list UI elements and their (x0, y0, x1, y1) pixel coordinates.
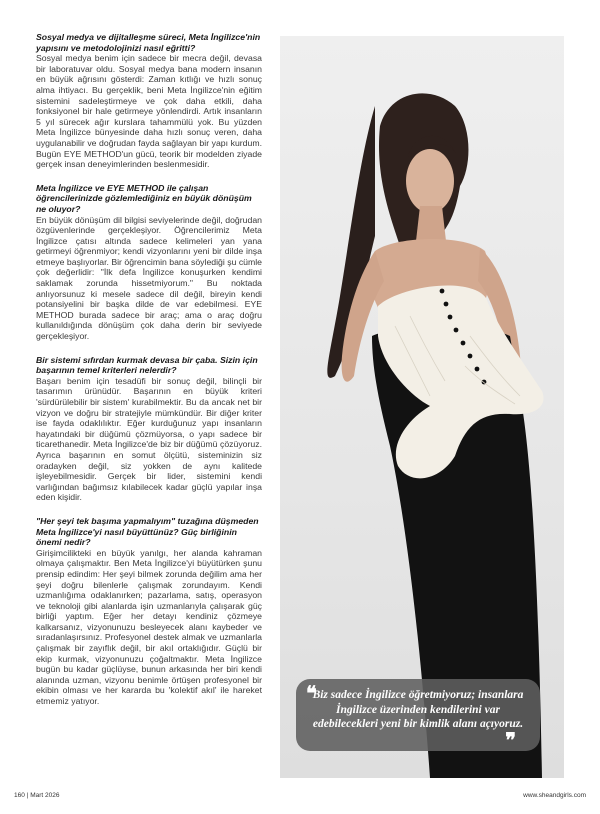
answer-paragraph: Girişimcilikteki en büyük yanılgı, her alanda kahraman olmaya çalışmaktır. Ben Meta İngilizce'yi büyütürken şunu prensip edindim: Her şeyi bilmek zorunda değilim ama her şeyi doğru bilenlerle çalışmak zorundayım. Kendi uzmanlığıma odaklanırken; pazarlama, satış, operasyon ve teknoloji gibi alanlarda işin uzmanlarıyla çalışarak güç birliği yaptım. Eğer her detayı kendiniz çözmeye kalkarsanız, vizyonunuzu besleyecek alanı kaybeder ve sıradanlaşırsınız. Profesyonel destek almak ve uzmanlarla çalışmak bir zayıflık değil, bir akıl ortaklığıdır. Güçlü bir ekip kurmak, vizyonunuzu çoğaltmaktır. Meta İngilizce bugün bu kadar güçlüyse, bunun arkasında her biri kendi alanında uzman, vizyonu benimle örtüşen profesyonel bir ekibin olması ve her kararda bu 'kolektif akıl' ile hareket etmemiz yatıyor. (36, 547, 262, 707)
face-shape (406, 149, 454, 213)
question-heading: "Her şeyi tek başıma yapmalıyım" tuzağına düşmeden Meta İngilizce'yi nasıl büyüttünüz? Güç birliğinin önemi nedir? (36, 515, 259, 548)
issue-date: Mart 2026 (30, 792, 60, 799)
qa-section-3 (36, 355, 262, 503)
footer-separator: | (26, 792, 29, 799)
page-number: 160 (14, 792, 25, 799)
close-quote-icon: ❞ (505, 730, 516, 752)
pull-quote (296, 679, 540, 751)
website-link[interactable]: www.sheandgirls.com (523, 792, 586, 799)
page-footer-left (14, 792, 59, 799)
article-column (36, 32, 262, 720)
question-heading: Bir sistemi sıfırdan kurmak devasa bir çaba. Sizin için başarının temel kriterleri nelerdir? (36, 354, 258, 376)
open-quote-icon: ❝ (306, 683, 317, 705)
qa-section-4 (36, 516, 262, 707)
question-heading: Sosyal medya ve dijitalleşme süreci, Meta İngilizce'nin yapısını ve metodolojinizi nasıl eğritti? (36, 32, 261, 53)
qa-section-2 (36, 183, 262, 342)
answer-paragraph: Sosyal medya benim için sadece bir mecra değil, devasa bir laboratuvar oldu. Sosyal medya bana modern insanın en büyük ağrısını gösterdi: Zaman kıtlığı ve hızlı sonuç alma ihtiyacı. Bu gerçeklik, beni Meta İngilizce'nin eğitim sistemini sadeleştirmeye ve çok daha etkili, daha fonksiyonel bir hale getirmeye yönlendirdi. Artık insanların 5 yıl sürecek ağır kurslara tahammülü yok. Bu yüzden Meta İngilizce bünyesinde daha hızlı sonuç veren, daha uygulanabilir ve doğrudan fayda sağlayan bir yapı kurdum. Bugün EYE METHOD'un gücü, teorik bir modelden ziyade gerçek insan deneyimlerinden beslenmesidir. (36, 53, 262, 170)
portrait-illustration (280, 36, 564, 778)
portrait-photo (280, 36, 564, 778)
answer-paragraph: En büyük dönüşüm dil bilgisi seviyelerinde değil, doğrudan özgüvenlerinde gerçekleşiyor. Öğrencilerimiz Meta İngilizce çatısı altında sadece kelimeleri yan yana getirmeyi öğrenmiyor; kendi vizyonlarını yeni bir dilde inşa etmeye başlıyorlar. Bir öğrencimin bana söylediği şu cümle çok değerlidir: "İlk defa İngilizce konuşurken kendimi saklamak zorunda hissetmiyorum." Bu noktada anlıyorsunuz ki mesele sadece dil değil, bireyin kendi potansiyelini bir başka dilde de var edebilmesi. EYE METHOD burada sadece bir araç; ama o araç doğru kullanıldığında dönüşüm çok daha derin bir seviyede gerçekleşiyor. (36, 214, 262, 342)
pull-quote-text: Biz sadece İngilizce öğretmiyoruz; insanlara İngilizce üzerinden kendilerini var edebilecekleri yeni bir kimlik alanı açıyoruz. (312, 689, 524, 730)
answer-paragraph: Başarı benim için tesadüfi bir sonuç değil, bilinçli bir tasarımın ürünüdür. Başarının en büyük kriteri 'sürdürülebilir bir sistem' kurabilmektir. Bu da ancak net bir vizyon ve doğru bir stratejiyle mümkündür. Bir diğer kriter ise fayda odaklılıktır. Eğer kurduğunuz yapı insanların hayatındaki bir düğümü çözmüyorsa, o yapı sadece bir ticarethanedir. Meta İngilizce'de biz bir düğümü çözüyoruz. Ayrıca başarının en somut ölçütü, sisteminizin siz oradayken değil, siz yokken de aynı kalitede işleyebilmesidir. Gerçek bir lider, sistemini kendi varlığından bağımsız kılabilecek kadar güçlü yapılar inşa eden kişidir. (36, 375, 262, 503)
qa-section-1 (36, 32, 262, 170)
page-footer-right (523, 792, 586, 799)
question-heading: Meta İngilizce ve EYE METHOD ile çalışan öğrencilerinizde gözlemlediğiniz en büyük dönüşüm ne oluyor? (36, 182, 252, 214)
